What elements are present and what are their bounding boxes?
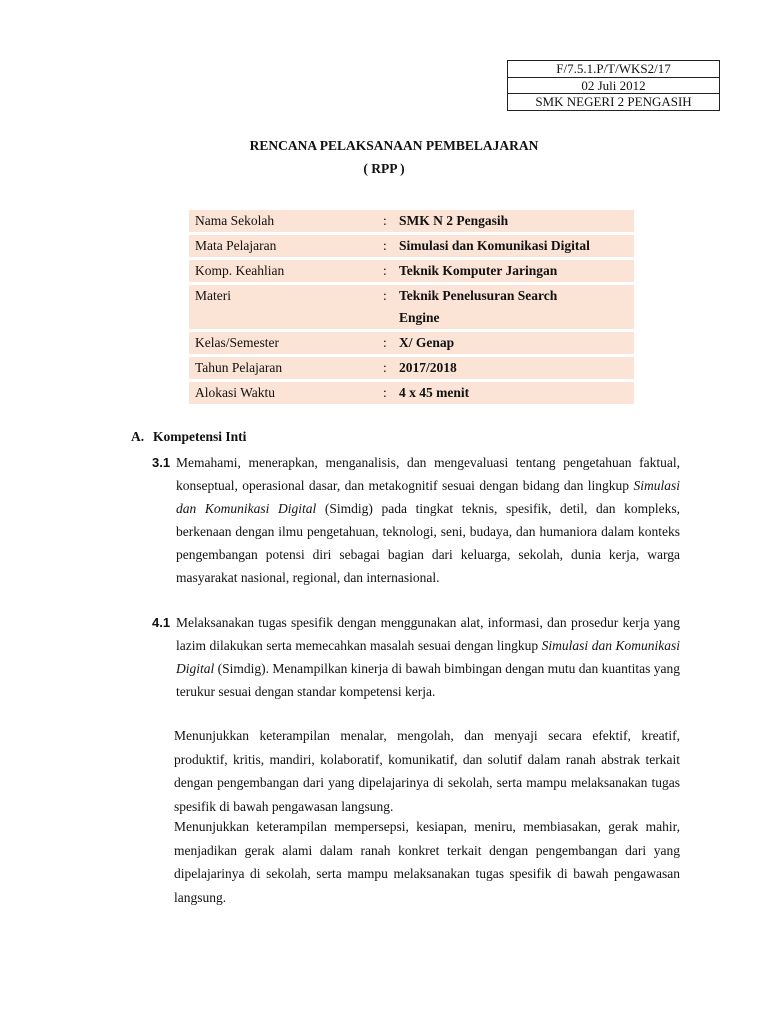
table-row [189, 357, 634, 379]
section-letter: A. [131, 429, 145, 444]
item-number: 4.1 [152, 615, 171, 630]
table-row [189, 210, 634, 232]
row-label: Kelas/Semester [189, 332, 379, 354]
item-number: 3.1 [152, 455, 171, 470]
row-colon: : [379, 260, 393, 282]
item-text-start: Memahami, menerapkan, menganalisis, dan mengevaluasi tentang pengetahuan faktual, konseptual, operasional dasar, dan metakognitif sesuai dengan bidang dan lingkup [176, 455, 680, 493]
table-row [189, 260, 634, 282]
item-text-italic: Simulasi dan Komunikasi Digital [176, 638, 680, 676]
table-row [189, 332, 634, 354]
competency-item [152, 611, 680, 703]
row-value: Simulasi dan Komunikasi Digital [393, 235, 634, 257]
item-text [176, 451, 680, 589]
identity-table [189, 207, 634, 407]
document-reference-box [507, 60, 720, 111]
table-row [189, 285, 634, 329]
item-text-start: Melaksanakan tugas spesifik dengan menggunakan alat, informasi, dan prosedur kerja yang lazim dilakukan serta memecahkan masalah sesuai dengan lingkup [176, 615, 680, 653]
row-label: Mata Pelajaran [189, 235, 379, 257]
table-row [189, 235, 634, 257]
row-value: 2017/2018 [393, 357, 634, 379]
row-colon: : [379, 382, 393, 404]
item-text-end: (Simdig) pada tingkat teknis, spesifik, detil, dan kompleks, berkenaan dengan ilmu pengetahuan, teknologi, seni, budaya, dan humaniora dalam konteks pengembangan potensi diri sebagai bagian dari keluarga, sekolah, dunia kerja, warga masyarakat nasional, regional, dan internasional. [176, 501, 680, 585]
row-colon: : [379, 285, 393, 329]
section-title: Kompetensi Inti [153, 429, 247, 444]
page-title: RENCANA PELAKSANAAN PEMBELAJARAN [249, 138, 539, 153]
row-colon: : [379, 235, 393, 257]
row-label: Materi [189, 285, 379, 329]
competency-paragraph: Menunjukkan keterampilan mempersepsi, kesiapan, meniru, membiasakan, gerak mahir, menjadikan gerak alami dalam ranah konkret terkait dengan pengembangan dari yang dipelajarinya di sekolah, serta mampu melaksanakan tugas spesifik di bawah pengawasan langsung. [174, 819, 680, 905]
row-value: Teknik Penelusuran Search Engine [393, 285, 634, 329]
row-label: Tahun Pelajaran [189, 357, 379, 379]
row-colon: : [379, 332, 393, 354]
row-value: SMK N 2 Pengasih [393, 210, 634, 232]
table-row [189, 382, 634, 404]
competency-paragraph: Menunjukkan keterampilan menalar, mengolah, dan menyaji secara efektif, kreatif, produktif, kritis, mandiri, kolaboratif, komunikatif, dan solutif dalam ranah abstrak terkait dengan pengembangan dari yang dipelajarinya di sekolah, serta mampu melaksanakan tugas spesifik di bawah pengawasan langsung. [174, 728, 680, 814]
section-heading [131, 429, 246, 445]
row-label: Nama Sekolah [189, 210, 379, 232]
row-label: Alokasi Waktu [189, 382, 379, 404]
item-text [176, 611, 680, 703]
row-value: X/ Genap [393, 332, 634, 354]
page-subtitle: ( RPP ) [363, 161, 405, 176]
row-colon: : [379, 210, 393, 232]
doc-code: F/7.5.1.P/T/WKS2/17 [508, 61, 719, 78]
doc-school: SMK NEGERI 2 PENGASIH [535, 94, 692, 109]
item-text-italic: Simulasi dan Komunikasi Digital [176, 478, 680, 516]
row-value: Teknik Komputer Jaringan [393, 260, 634, 282]
row-label: Komp. Keahlian [189, 260, 379, 282]
doc-date: 02 Juli 2012 [508, 78, 719, 95]
competency-item [152, 451, 680, 589]
row-value: 4 x 45 menit [393, 382, 634, 404]
item-text-end: (Simdig). Menampilkan kinerja di bawah bimbingan dengan mutu dan kuantitas yang terukur sesuai dengan standar kompetensi kerja. [176, 661, 680, 699]
row-colon: : [379, 357, 393, 379]
